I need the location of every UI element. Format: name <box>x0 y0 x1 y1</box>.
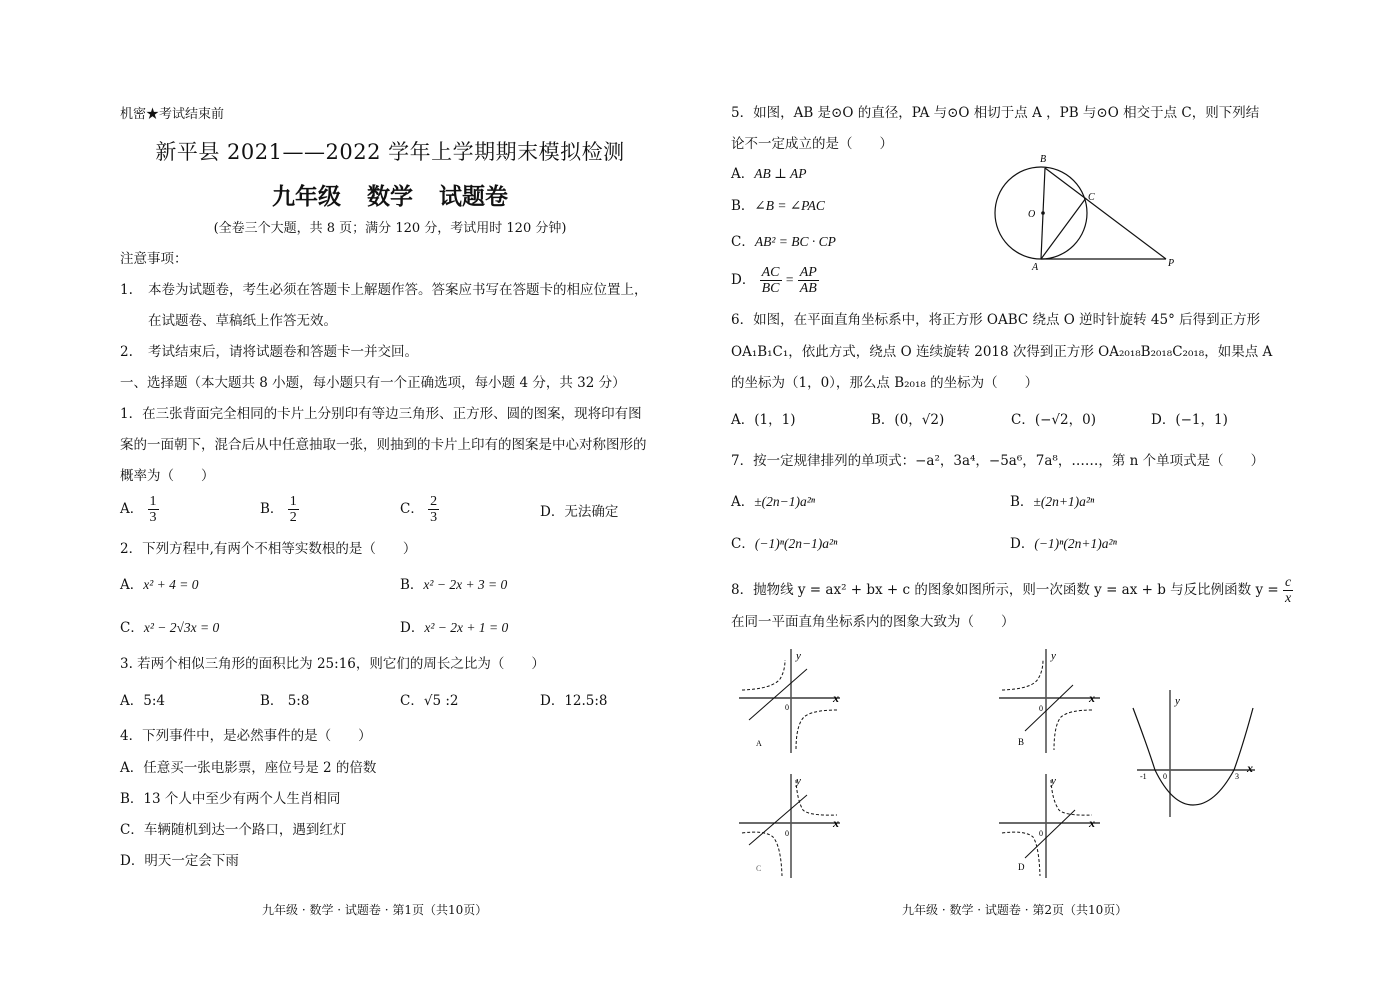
svg-text:x: x <box>1089 691 1095 705</box>
q6-line1: 6．如图，在平面直角坐标系中，将正方形 OABC 绕点 O 逆时针旋转 45° 后得到正方形 <box>731 312 1261 328</box>
svg-text:x: x <box>833 691 839 705</box>
svg-text:0: 0 <box>1039 829 1043 838</box>
q1-option-b: B． $\frac{1}{2}$ <box>260 494 297 525</box>
q7-stem: 7．按一定规律排列的单项式：−a²，3a⁴，−5a⁶，7a⁸，……，第 n 个单项式是（ ） <box>731 453 1265 469</box>
exam-subtitle: 九年级 数学 试题卷 <box>271 183 508 210</box>
q6-option-d: D．(−1，1) <box>1151 412 1228 428</box>
q2-option-a: A．x² + 4 = 0 <box>120 577 199 593</box>
svg-text:0: 0 <box>785 829 789 838</box>
svg-text:B: B <box>1040 154 1047 165</box>
section-1-heading: 一、选择题（本大题共 8 小题，每小题只有一个正确选项，每小题 4 分，共 32 分） <box>120 375 626 391</box>
svg-text:3: 3 <box>1235 772 1239 781</box>
q2-option-b: B．x² − 2x + 3 = 0 <box>400 577 508 593</box>
q1-line2: 案的一面朝下，混合后从中任意抽取一张，则抽到的卡片上印有的图案是中心对称图形的 <box>120 437 647 453</box>
notice-2-num: 2. <box>120 344 133 360</box>
q2-option-d: D．x² − 2x + 1 = 0 <box>400 620 509 636</box>
q5-option-d: D． $\frac{AC}{BC}$ = $\frac{AP}{AB}$ <box>731 265 817 296</box>
q1-line1: 1．在三张背面完全相同的卡片上分别印有等边三角形、正方形、圆的图案，现将印有图 <box>120 406 642 422</box>
q4-option-c: C．车辆随机到达一个路口，遇到红灯 <box>120 822 347 838</box>
q4-option-b: B．13 个人中至少有两个人生肖相同 <box>120 791 341 807</box>
notice-1-line1: 本卷为试题卷，考生必须在答题卡上解题作答。答案应书写在答题卡的相应位置上， <box>148 282 648 298</box>
svg-text:-1: -1 <box>1140 772 1147 781</box>
q5-option-c: C．AB² = BC · CP <box>731 234 836 250</box>
q5-option-a: A．AB ⊥ AP <box>731 166 807 182</box>
svg-text:0: 0 <box>1039 704 1043 713</box>
q3-option-a: A．5:4 <box>120 693 165 709</box>
q6-line3: 的坐标为（1，0），那么点 B₂₀₁₈ 的坐标为（ ） <box>731 375 1039 391</box>
svg-text:x: x <box>833 816 839 830</box>
svg-text:B: B <box>1018 737 1025 747</box>
exam-title: 新平县 2021——2022 学年上学期期末模拟检测 <box>155 140 625 164</box>
q3-stem: 3. 若两个相似三角形的面积比为 25:16，则它们的周长之比为（ ） <box>120 656 545 672</box>
exam-info: (全卷三个大题，共 8 页；满分 120 分，考试用时 120 分钟) <box>213 221 567 236</box>
svg-text:C: C <box>756 864 762 873</box>
q6-option-c: C．(−√2，0) <box>1011 412 1096 428</box>
q2-stem: 2．下列方程中,有两个不相等实数根的是（ ） <box>120 541 417 557</box>
confidential-label: 机密★考试结束前 <box>120 107 225 122</box>
q8-graph-d <box>997 770 1107 880</box>
q5-circle-tangent-figure <box>990 150 1180 275</box>
q7-option-b: B．±(2n+1)a²ⁿ <box>1010 494 1095 510</box>
page-1-footer: 九年级 · 数学 · 试题卷 · 第1页（共10页） <box>262 903 488 917</box>
svg-text:y: y <box>1051 775 1056 787</box>
svg-text:O: O <box>1028 209 1036 220</box>
q8-parabola-graph <box>1127 685 1262 820</box>
q8-graph-a <box>737 645 847 755</box>
svg-text:A: A <box>1032 262 1039 273</box>
svg-text:y: y <box>1175 695 1180 707</box>
q7-option-c: C．(−1)ⁿ(2n−1)a²ⁿ <box>731 536 838 552</box>
q4-stem: 4．下列事件中，是必然事件的是（ ） <box>120 728 372 744</box>
q1-option-a: A． $\frac{1}{3}$ <box>120 494 157 525</box>
q4-option-d: D．明天一定会下雨 <box>120 853 239 869</box>
svg-text:y: y <box>796 775 801 787</box>
q6-option-b: B．(0，√2) <box>871 412 945 428</box>
svg-text:D: D <box>1018 862 1025 872</box>
notice-2-line1: 考试结束后，请将试题卷和答题卡一并交回。 <box>148 344 418 360</box>
svg-text:y: y <box>1051 650 1056 662</box>
svg-text:0: 0 <box>1163 772 1167 781</box>
notice-1-num: 1. <box>120 282 133 298</box>
q4-option-a: A．任意买一张电影票，座位号是 2 的倍数 <box>120 760 377 776</box>
q5-line2: 论不一定成立的是（ ） <box>731 136 893 152</box>
q8-line1: 8．抛物线 y = ax² + bx + c 的图象如图所示，则一次函数 y = ax + b 与反比例函数 y = $\frac{c}{x}$ <box>731 575 1292 606</box>
svg-text:C: C <box>1088 192 1095 203</box>
svg-text:x: x <box>1247 761 1253 775</box>
q1-line3: 概率为（ ） <box>120 468 215 484</box>
svg-text:x: x <box>1089 816 1095 830</box>
svg-text:P: P <box>1168 258 1175 269</box>
q3-option-c: C．√5 :2 <box>400 693 459 709</box>
q7-option-d: D．(−1)ⁿ(2n+1)a²ⁿ <box>1010 536 1117 552</box>
q1-option-d: D．无法确定 <box>540 504 619 520</box>
svg-text:A: A <box>756 739 762 748</box>
q5-option-b: B．∠B = ∠PAC <box>731 198 825 214</box>
q6-line2: OA₁B₁C₁，依此方式，绕点 O 连续旋转 2018 次得到正方形 OA₂₀₁₈B₂₀₁₈C₂₀₁₈，如果点 A <box>731 344 1273 360</box>
q7-option-a: A．±(2n−1)a²ⁿ <box>731 494 816 510</box>
page-2-footer: 九年级 · 数学 · 试题卷 · 第2页（共10页） <box>902 903 1128 917</box>
q2-option-c: C．x² − 2√3x = 0 <box>120 620 220 636</box>
notice-1-line2: 在试题卷、草稿纸上作答无效。 <box>148 313 337 329</box>
q8-line2: 在同一平面直角坐标系内的图象大致为（ ） <box>731 614 1015 630</box>
q8-graph-b <box>997 645 1107 755</box>
q1-option-c: C． $\frac{2}{3}$ <box>400 494 438 525</box>
svg-text:y: y <box>796 650 801 662</box>
q6-option-a: A．(1，1) <box>731 412 796 428</box>
page-2 <box>695 0 1390 982</box>
svg-text:0: 0 <box>785 703 789 712</box>
q5-line1: 5．如图，AB 是⊙O 的直径，PA 与⊙O 相切于点 A ，PB 与⊙O 相交于点 C，则下列结 <box>731 105 1260 121</box>
q3-option-b: B． 5:8 <box>260 693 310 709</box>
q3-option-d: D．12.5:8 <box>540 693 608 709</box>
notice-heading: 注意事项： <box>120 251 188 267</box>
q8-graph-c <box>737 770 847 880</box>
